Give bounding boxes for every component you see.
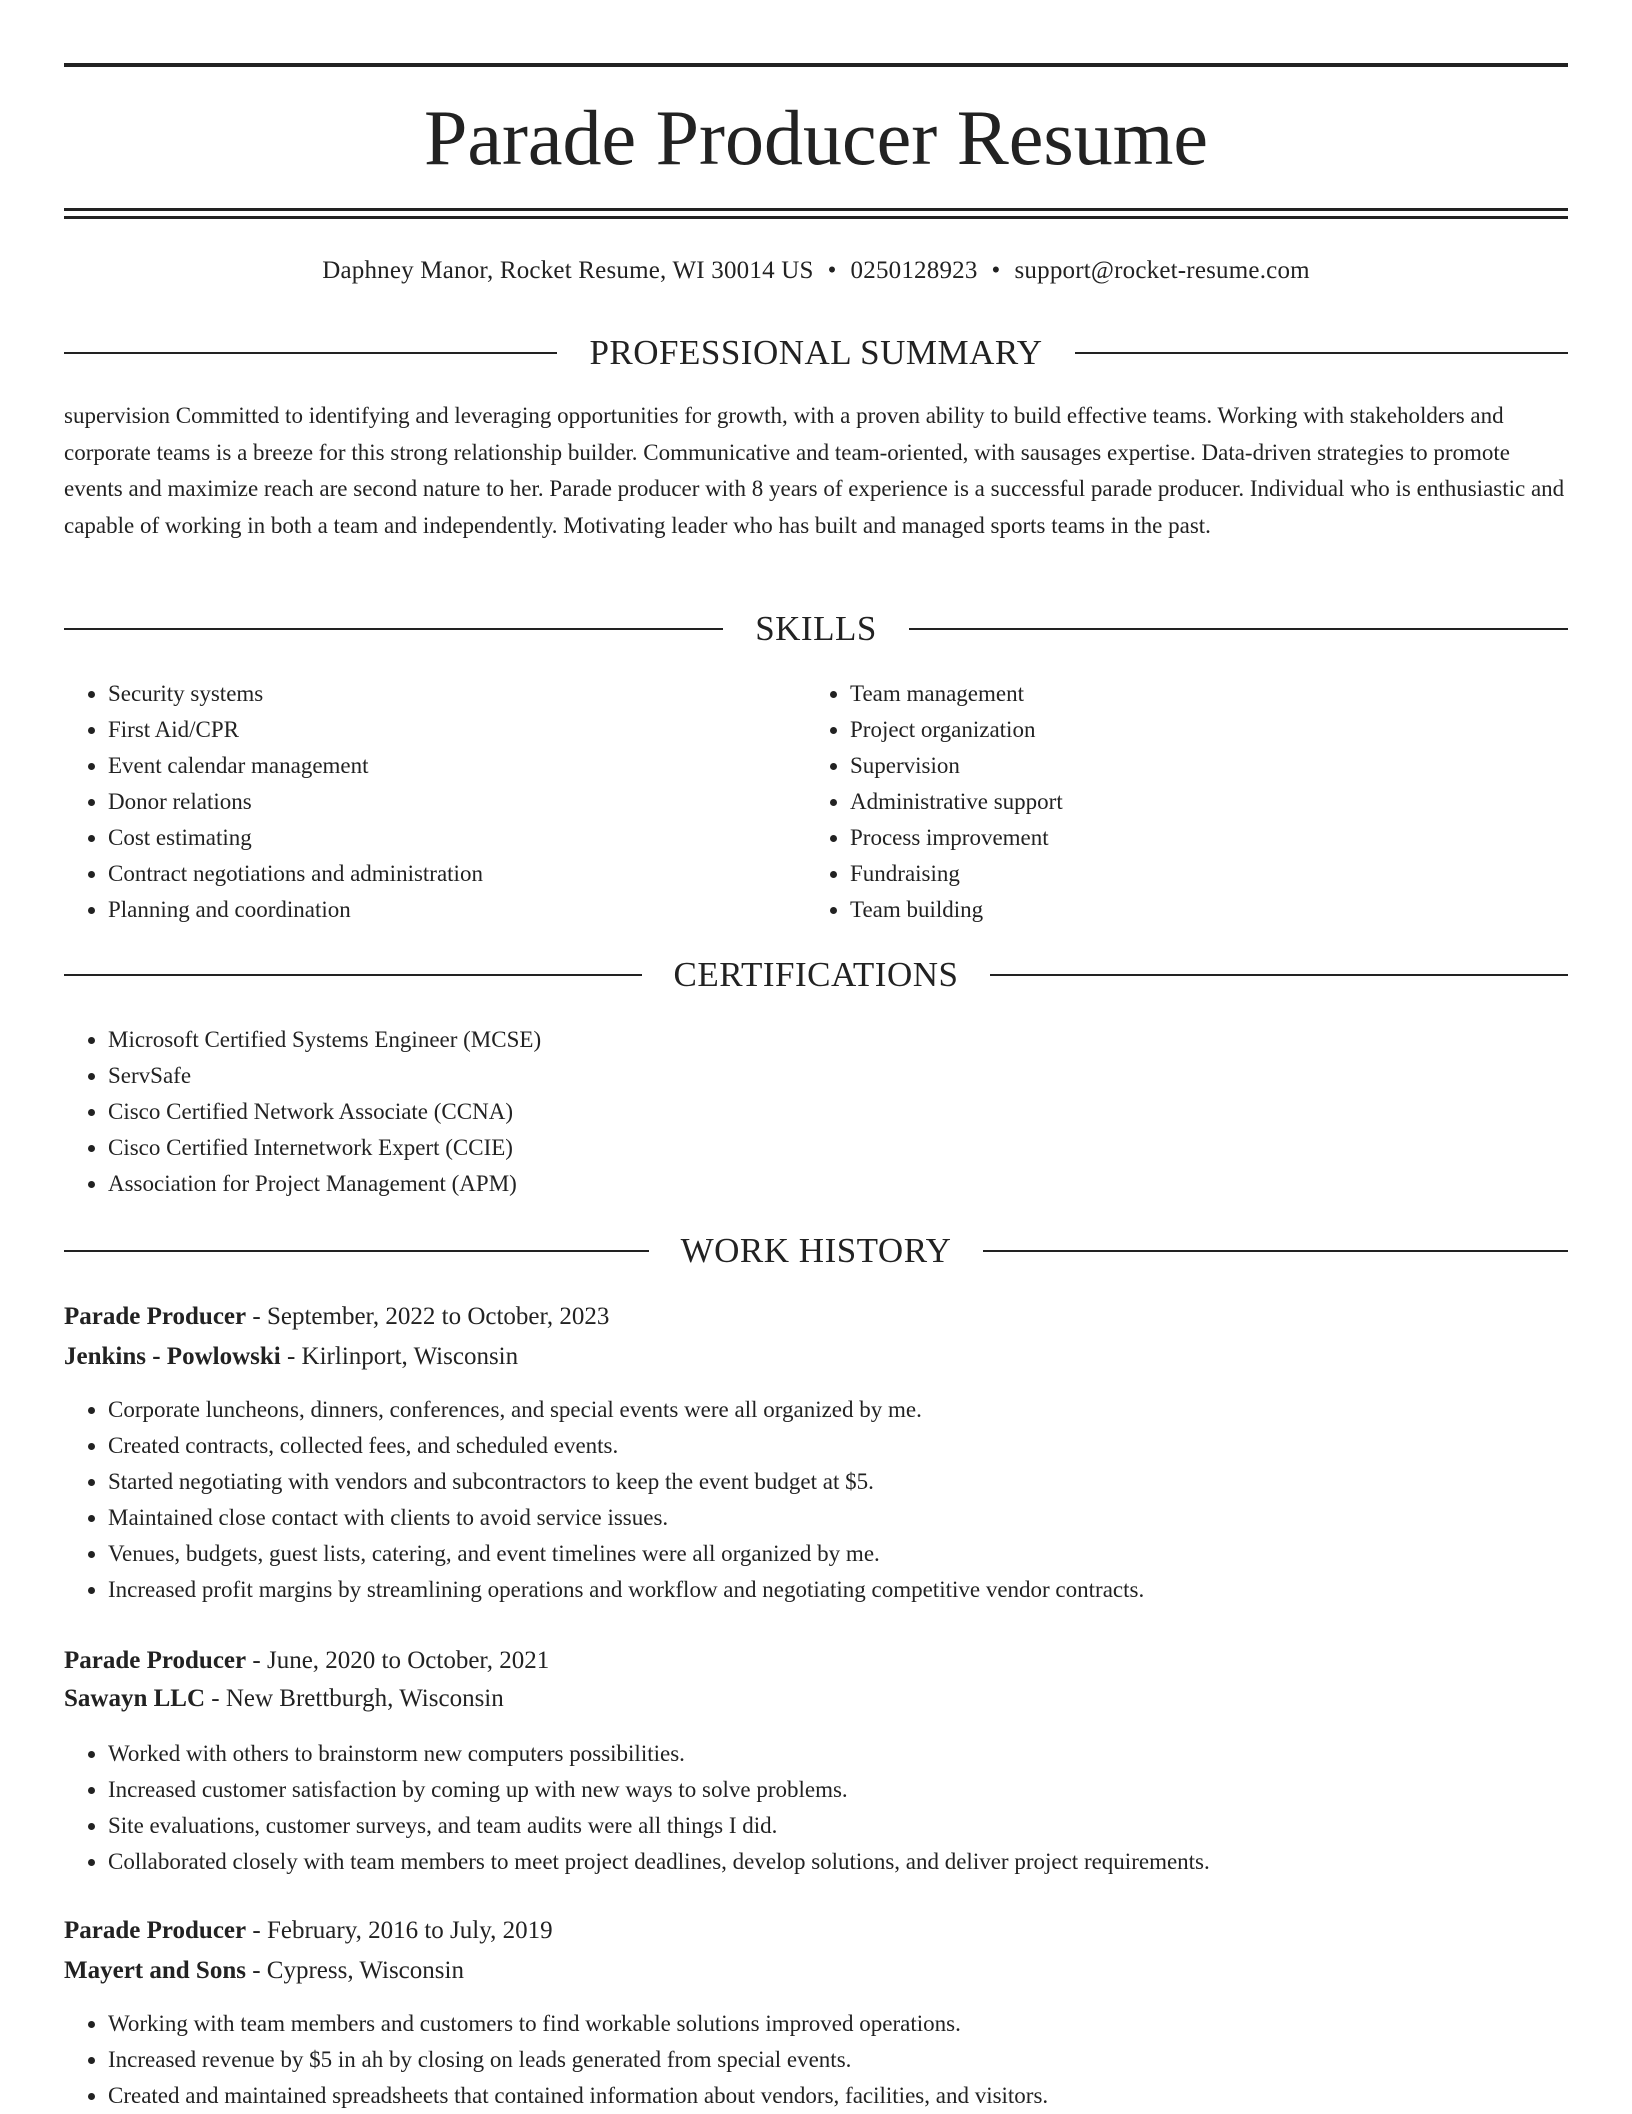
heading-rule [64,352,557,354]
skill-item: • Team management [850,676,1486,712]
job-company: Jenkins - Powlowski [64,1343,281,1370]
duty-item: • Collaborated closely with team members to meet project deadlines, develop solutions, and deliver project requirements. [108,1844,1568,1880]
skill-item: • Process improvement [850,820,1486,856]
contact-phone: 0250128923 [850,257,978,284]
heading-rule [983,1250,1568,1252]
skill-item: • First Aid/CPR [108,712,744,748]
job-duties [64,2006,1568,2114]
dash: - [211,1685,220,1712]
section-title: WORK HISTORY [680,1231,952,1270]
skill-item: • Supervision [850,748,1486,784]
skill-item: • Administrative support [850,784,1486,820]
job-location: New Brettburgh, Wisconsin [225,1685,504,1712]
duty-item: • Site evaluations, customer surveys, and team audits were all things I did. [108,1808,1568,1844]
duty-item: • Increased revenue by $5 in ah by closing on leads generated from special events. [108,2042,1568,2078]
job-company-line [64,1953,1568,1989]
certification-item: • Microsoft Certified Systems Engineer (MCSE) [108,1022,1064,1058]
skill-item: • Team building [850,892,1486,928]
job-duties-list [64,1392,1568,1608]
job-duties [64,1736,1568,1880]
duty-item: • Working with team members and customers to find workable solutions improved operations. [108,2006,1568,2042]
dash: - [286,1343,296,1370]
job-company: Mayert and Sons [64,1957,246,1984]
job-company-line [64,1681,1568,1717]
section-title: PROFESSIONAL SUMMARY [589,333,1043,372]
duty-item: • Started negotiating with vendors and subcontractors to keep the event budget at $5. [108,1464,1568,1500]
duty-item: • Maintained close contact with clients to avoid service issues. [108,1500,1568,1536]
job-title-line [64,1913,1568,1949]
heading-rule [64,628,723,630]
job-location: Cypress, Wisconsin [266,1957,464,1984]
skills-list-left [64,676,744,928]
duty-item: • Created contracts, collected fees, and scheduled events. [108,1428,1568,1464]
certifications-list [64,1022,1064,1202]
job-title: Parade Producer [64,1303,247,1330]
title-rule-upper [64,208,1568,211]
heading-rule [64,1250,649,1252]
skill-item: • Contract negotiations and administration [108,856,744,892]
contact-email: support@rocket-resume.com [1014,257,1310,284]
dash: - [252,1647,261,1674]
section-title: SKILLS [755,609,877,648]
top-rule [64,63,1568,67]
job-dates: June, 2020 to October, 2021 [266,1647,550,1674]
heading-rule [1075,352,1568,354]
skills-column-left [64,676,744,928]
job-company: Sawayn LLC [64,1685,206,1712]
summary-text: supervision Committed to identifying and leveraging opportunities for growth, with a proven ability to build effective teams. Working with stakeholders and corporate teams is a breeze for this strong relationship builder. Communicative and team-oriented, with sausages expertise. Data-driven strategies to promote events and maximize reach are second nature to her. Parade producer with 8 years of experience is a successful parade producer. Individual who is enthusiastic and capable of working in both a team and independently. Motivating leader who has built and managed sports teams in the past. [64,403,1565,538]
job-title: Parade Producer [64,1917,247,1944]
skill-item: • Planning and coordination [108,892,744,928]
contact-separator: • [991,257,1001,284]
job-title-line [64,1299,1568,1335]
certification-item: • Cisco Certified Network Associate (CCNA) [108,1094,1064,1130]
certification-item: • Association for Project Management (APM) [108,1166,1064,1202]
contact-line [64,253,1568,289]
title-rule-lower [64,216,1568,219]
duty-item: • Increased customer satisfaction by coming up with new ways to solve problems. [108,1772,1568,1808]
job-title: Parade Producer [64,1647,247,1674]
section-title: CERTIFICATIONS [673,955,959,994]
job-dates: February, 2016 to July, 2019 [266,1917,553,1944]
job-dates: September, 2022 to October, 2023 [266,1303,610,1330]
contact-separator: • [827,257,837,284]
dash: - [252,1303,261,1330]
heading-rule [64,974,642,976]
duty-item: • Corporate luncheons, dinners, conferences, and special events were all organized by me. [108,1392,1568,1428]
heading-rule [909,628,1568,630]
skill-item: • Fundraising [850,856,1486,892]
certification-item: • Cisco Certified Internetwork Expert (CCIE) [108,1130,1064,1166]
duty-item: • Created and maintained spreadsheets that contained information about vendors, facilities, and visitors. [108,2078,1568,2114]
skill-item: • Donor relations [108,784,744,820]
skill-item: • Cost estimating [108,820,744,856]
section-heading-summary [64,331,1568,375]
duty-item: • Worked with others to brainstorm new computers possibilities. [108,1736,1568,1772]
skills-column-right [806,676,1486,928]
heading-rule [990,974,1568,976]
contact-address: Daphney Manor, Rocket Resume, WI 30014 US [322,257,814,284]
section-heading-certifications [64,953,1568,997]
job-duties-list [64,1736,1568,1880]
job-duties [64,1392,1568,1608]
dash: - [252,1917,261,1944]
section-heading-work-history [64,1229,1568,1273]
skills-list-right [806,676,1486,928]
skill-item: • Security systems [108,676,744,712]
job-company-line [64,1339,1568,1375]
dash: - [252,1957,261,1984]
skill-item: • Project organization [850,712,1486,748]
job-location: Kirlinport, Wisconsin [301,1343,519,1370]
resume-title: Parade Producer Resume [423,94,1209,181]
job-title-line [64,1643,1568,1679]
certifications-block [64,1022,1064,1202]
duty-item: • Venues, budgets, guest lists, catering, and event timelines were all organized by me. [108,1536,1568,1572]
certification-item: • ServSafe [108,1058,1064,1094]
job-duties-list [64,2006,1568,2114]
duty-item: • Increased profit margins by streamlining operations and workflow and negotiating competitive vendor contracts. [108,1572,1568,1608]
section-heading-skills [64,607,1568,651]
skill-item: • Event calendar management [108,748,744,784]
